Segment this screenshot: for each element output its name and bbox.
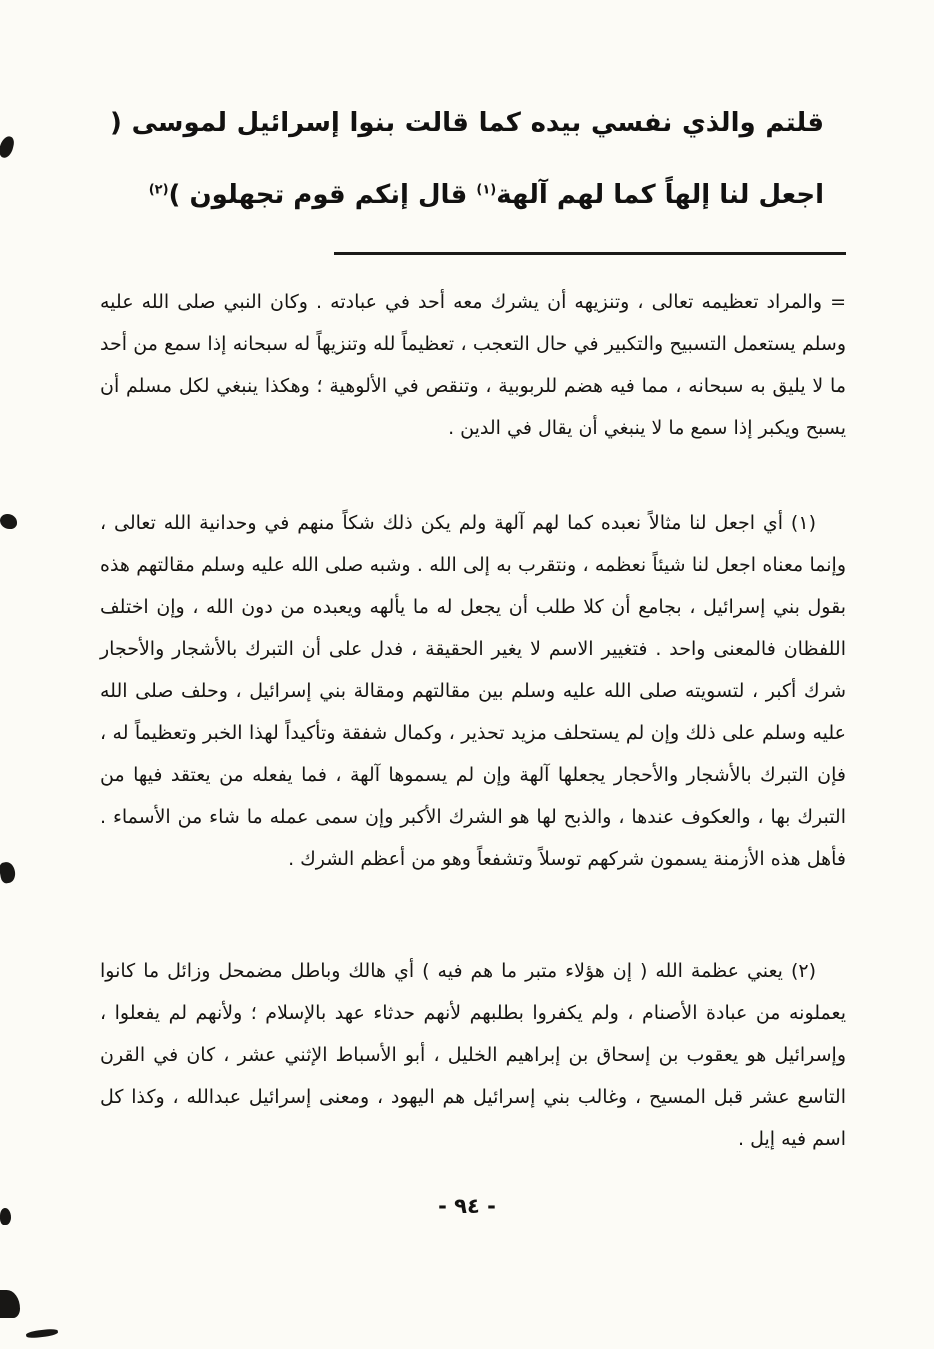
footnote-2-paragraph: (٢) يعني عظمة الله ( إن هؤلاء متبر ما هم فيه ) أي هالك وباطل مضمحل وزائل ما كانوا يعملونه من عبادة الأصنام ، ولم يكفروا بطلبهم لأنهم حدثاء عهد بالإسلام ؛ ولأنهم لم يفعلوا ، وإسرائيل هو يعقوب بن إسحاق بن إبراهيم الخليل ، أبو الأسباط الإثني عشر ، كان في القرن التاسع عشر قبل المسيح ، وغالب بني إسرائيل هم اليهود ، ومعنى إسرائيل عبدالله ، وكذا كل اسم فيه إيل . <box>100 960 846 1150</box>
ink-smudge-artifact <box>0 135 15 159</box>
quote-text-part2: قال إنكم قوم تجهلون ) <box>168 179 468 210</box>
footnote-1-paragraph: (١) أي اجعل لنا مثالاً نعبده كما لهم آلهة ولم يكن ذلك شكاً منهم في وحدانية الله تعالى ، وإنما معناه اجعل لنا شيئاً نعظمه ، ونتقرب به إلى الله . وشبه صلى الله عليه وسلم مقالتهم هذه بقول بني إسرائيل ، بجامع أن كلا طلب أن يجعل له ما يألهه ويعبده من دون الله ، وإن اختلف اللفظان فالمعنى واحد . فتغيير الاسم لا يغير الحقيقة ، فدل على أن التبرك بالأشجار والأحجار شرك أكبر ، لتسويته صلى الله عليه وسلم بين مقالتهم ومقالة بني إسرائيل ، وحلف صلى الله عليه وسلم على ذلك وإن لم يستحلف مزيد تحذير ، وكمال شفقة وتأكيداً لهذا الخبر وتعظيماً له ، فإن التبرك بالأشجار والأحجار يجعلها آلهة وإن لم يسموها آلهة ، فما يفعله من يعتقد فيها من التبرك بها ، والعكوف عندها ، والذبح لها هو الشرك الأكبر وإن سمى عمله ما شاء من الأسماء . فأهل هذه الأزمنة يسمون شركهم توسلاً وتشفعاً وهو من أعظم الشرك . <box>100 512 846 870</box>
ink-smudge-artifact <box>0 1208 11 1225</box>
footnote-ref-1: (١) <box>476 181 497 197</box>
hadith-quote <box>110 88 824 231</box>
ink-smudge-artifact <box>0 514 17 529</box>
footnote-ref-2: (٢) <box>148 181 169 197</box>
section-divider-rule <box>334 252 846 255</box>
quote-text-part1: قلتم والذي نفسي بيده كما قالت بنوا إسرائيل لموسى ( اجعل لنا إلهاً كما لهم آلهة <box>110 108 824 210</box>
ink-smudge-artifact <box>26 1328 59 1339</box>
commentary-continuation-paragraph: = والمراد تعظيمه تعالى ، وتنزيهه أن يشرك معه أحد في عبادته . وكان النبي صلى الله عليه وسلم يستعمل التسبيح والتكبير في حال التعجب ، تعظيماً لله وتنزيهاً له سبحانه إذا سمع من أحد ما لا يليق به سبحانه ، مما فيه هضم للربوبية ، وتنقص في الألوهية ؛ وهكذا ينبغي لكل مسلم أن يسبح ويكبر إذا سمع ما لا ينبغي أن يقال في الدين . <box>100 291 846 439</box>
ink-smudge-artifact <box>0 861 17 884</box>
page-number: - ٩٤ - <box>438 1194 496 1218</box>
ink-smudge-artifact <box>0 1290 20 1318</box>
